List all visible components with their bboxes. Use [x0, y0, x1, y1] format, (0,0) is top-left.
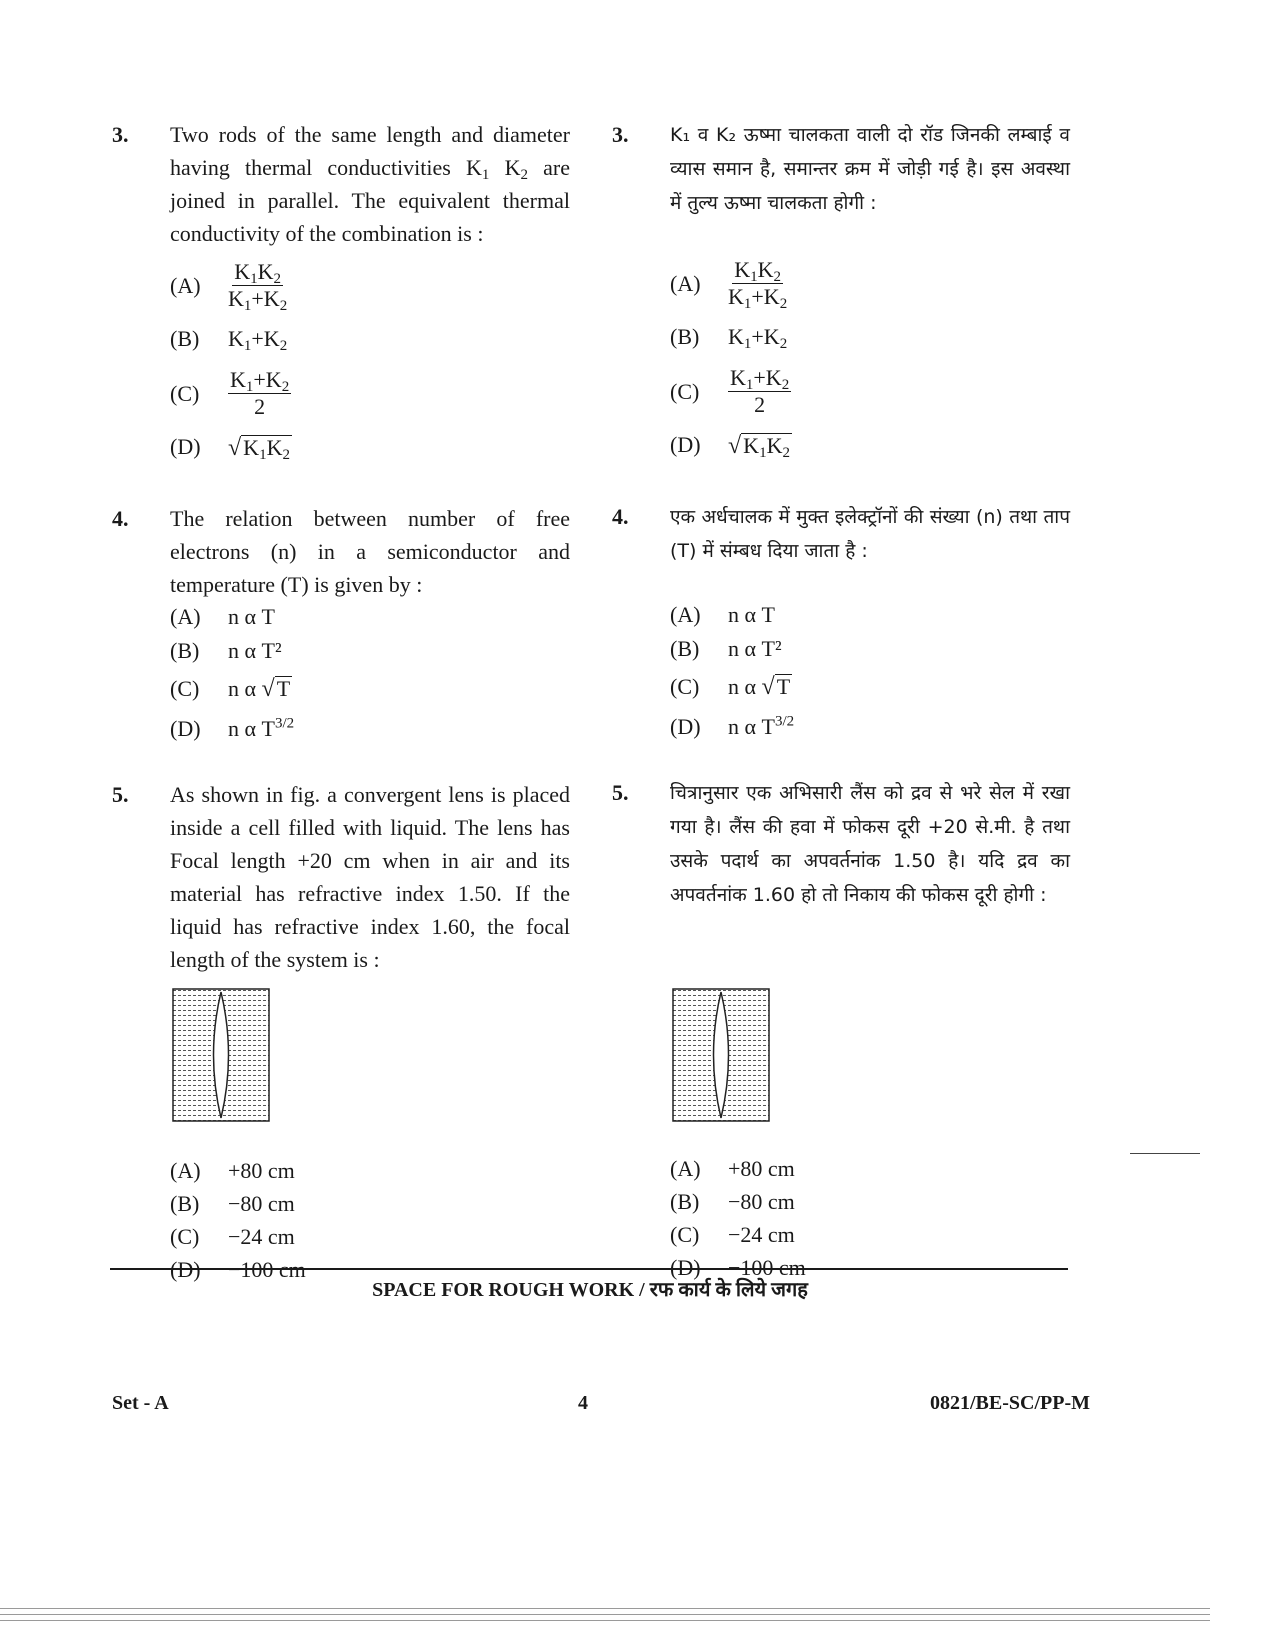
option-d[interactable] [170, 432, 292, 462]
question-number: 3. [612, 122, 629, 147]
option-label: (C) [670, 1222, 700, 1247]
option-label: (D) [170, 716, 201, 741]
option-label: (B) [170, 326, 200, 351]
lens-in-liquid-cell-figure [672, 988, 770, 1122]
option-label: (A) [170, 272, 201, 298]
option-value: −24 cm [728, 1222, 795, 1247]
option-b[interactable] [670, 322, 787, 352]
option-value: −80 cm [228, 1191, 295, 1216]
option-label: (D) [670, 1255, 701, 1280]
scan-edge-line [0, 1608, 1210, 1609]
option-value: n α √ T [728, 674, 791, 700]
option-a[interactable] [170, 602, 275, 632]
question-number: 4. [112, 506, 129, 531]
question-text: चित्रानुसार एक अभिसारी लैंस को द्रव से भरे सेल में रखा गया है। लैंस की हवा में फोकस दूरी +20 से.मी. है तथा उसके पदार्थ का अपवर्तनांक 1.50 है। यदि द्रव का अपवर्तनांक 1.60 हो तो निकाय की फोकस दूरी होगी : [670, 782, 1070, 906]
rough-work-heading: SPACE FOR ROUGH WORK / रफ कार्य के लिये जगह [372, 1279, 808, 1301]
option-label: (B) [670, 324, 700, 349]
sqrt-k1k2: √ $K_1K_2$ [228, 434, 290, 463]
option-a[interactable] [670, 1154, 795, 1184]
option-b[interactable] [170, 636, 282, 666]
option-value: $K_1+K_2$ [728, 324, 788, 352]
option-label: (C) [670, 674, 700, 699]
option-label: (B) [670, 636, 700, 661]
option-d[interactable] [670, 712, 794, 742]
option-a[interactable] [170, 1156, 295, 1186]
question-number: 3. [112, 122, 129, 147]
option-d[interactable] [670, 430, 792, 460]
option-value: n α T [228, 604, 275, 629]
option-label: (D) [170, 1257, 201, 1282]
option-value: n α $T^{3/2}$ [728, 713, 795, 739]
option-b[interactable] [670, 634, 782, 664]
option-c[interactable] [170, 674, 292, 704]
option-label: (B) [170, 638, 200, 663]
option-label: (C) [170, 676, 200, 701]
option-value: n α T [728, 602, 775, 627]
option-value: −100 cm [728, 1255, 806, 1280]
scan-edge-line [0, 1614, 1210, 1615]
option-c[interactable] [670, 1220, 795, 1250]
set-label: Set - A [112, 1392, 169, 1414]
option-a[interactable] [670, 257, 788, 312]
option-label: (A) [670, 602, 701, 627]
option-c[interactable] [170, 1222, 295, 1252]
lens-in-liquid-cell-figure [172, 988, 270, 1122]
option-value: n α T² [728, 636, 782, 661]
option-label: (C) [170, 380, 200, 406]
option-label: (A) [670, 1156, 701, 1181]
fraction-k1k2-over-sum: $\frac{K_1K_2}{K_1+K_2}$ [228, 259, 288, 314]
option-label: (C) [670, 378, 700, 404]
question-text: एक अर्धचालक में मुक्त इलेक्ट्रॉनों की संख्या (n) तथा ताप (T) में संम्बध दिया जाता है : [670, 506, 1070, 562]
page-number: 4 [578, 1392, 588, 1414]
option-a[interactable] [170, 259, 288, 314]
option-label: (A) [670, 270, 701, 296]
option-b[interactable] [170, 324, 287, 354]
option-c[interactable] [670, 366, 791, 417]
option-label: (B) [170, 1191, 200, 1216]
question-number: 5. [112, 782, 129, 807]
question-text: As shown in fig. a convergent lens is placed inside a cell filled with liquid. The lens has Focal length +20 cm when in air and its material has refractive index 1.50. If the liquid has refractive index 1.60, the focal length of the system is : [170, 782, 570, 972]
option-value: −24 cm [228, 1224, 295, 1249]
option-value: −100 cm [228, 1257, 306, 1282]
option-label: (A) [170, 1158, 201, 1183]
option-label: (D) [670, 432, 701, 457]
option-d[interactable] [170, 714, 294, 744]
fraction-sum-over-2: $\frac{K_1+K_2}{2}$ [730, 365, 790, 417]
question-number: 5. [612, 780, 629, 805]
question-number: 4. [612, 504, 629, 529]
option-value: n α T² [228, 638, 282, 663]
option-label: (D) [670, 714, 701, 739]
option-value: n α √ T [228, 676, 291, 702]
rough-work-divider [110, 1268, 1068, 1270]
option-b[interactable] [670, 1187, 795, 1217]
scan-edge-line [0, 1620, 1210, 1621]
option-label: (A) [170, 604, 201, 629]
question-text: The relation between number of free electrons (n) in a semiconductor and temperature (T) is given by : [170, 506, 570, 597]
option-value: n α $T^{3/2}$ [228, 715, 295, 741]
fraction-sum-over-2: $\frac{K_1+K_2}{2}$ [230, 367, 290, 419]
option-c[interactable] [670, 672, 792, 702]
option-label: (B) [670, 1189, 700, 1214]
option-label: (D) [170, 434, 201, 459]
option-value: −80 cm [728, 1189, 795, 1214]
option-a[interactable] [670, 600, 775, 630]
margin-mark-divider [1130, 1153, 1200, 1154]
option-value: $K_1+K_2$ [228, 326, 288, 354]
option-c[interactable] [170, 368, 291, 419]
fraction-k1k2-over-sum: $\frac{K_1K_2}{K_1+K_2}$ [728, 257, 788, 312]
option-value: +80 cm [728, 1156, 795, 1181]
option-value: +80 cm [228, 1158, 295, 1183]
option-label: (C) [170, 1224, 200, 1249]
option-b[interactable] [170, 1189, 295, 1219]
question-text: Two rods of the same length and diameter having thermal conductivities $K_1$ $K_2$ are joined in parallel. The equivalent thermal conductivity of the combination is : [170, 122, 571, 246]
paper-code: 0821/BE-SC/PP-M [930, 1392, 1090, 1414]
question-text: K₁ व K₂ ऊष्मा चालकता वाली दो रॉड जिनकी लम्बाई व व्यास समान है, समान्तर क्रम में जोड़ी गई है। इस अवस्था में तुल्य ऊष्मा चालकता होगी : [670, 124, 1070, 214]
sqrt-k1k2: √ $K_1K_2$ [728, 432, 790, 461]
